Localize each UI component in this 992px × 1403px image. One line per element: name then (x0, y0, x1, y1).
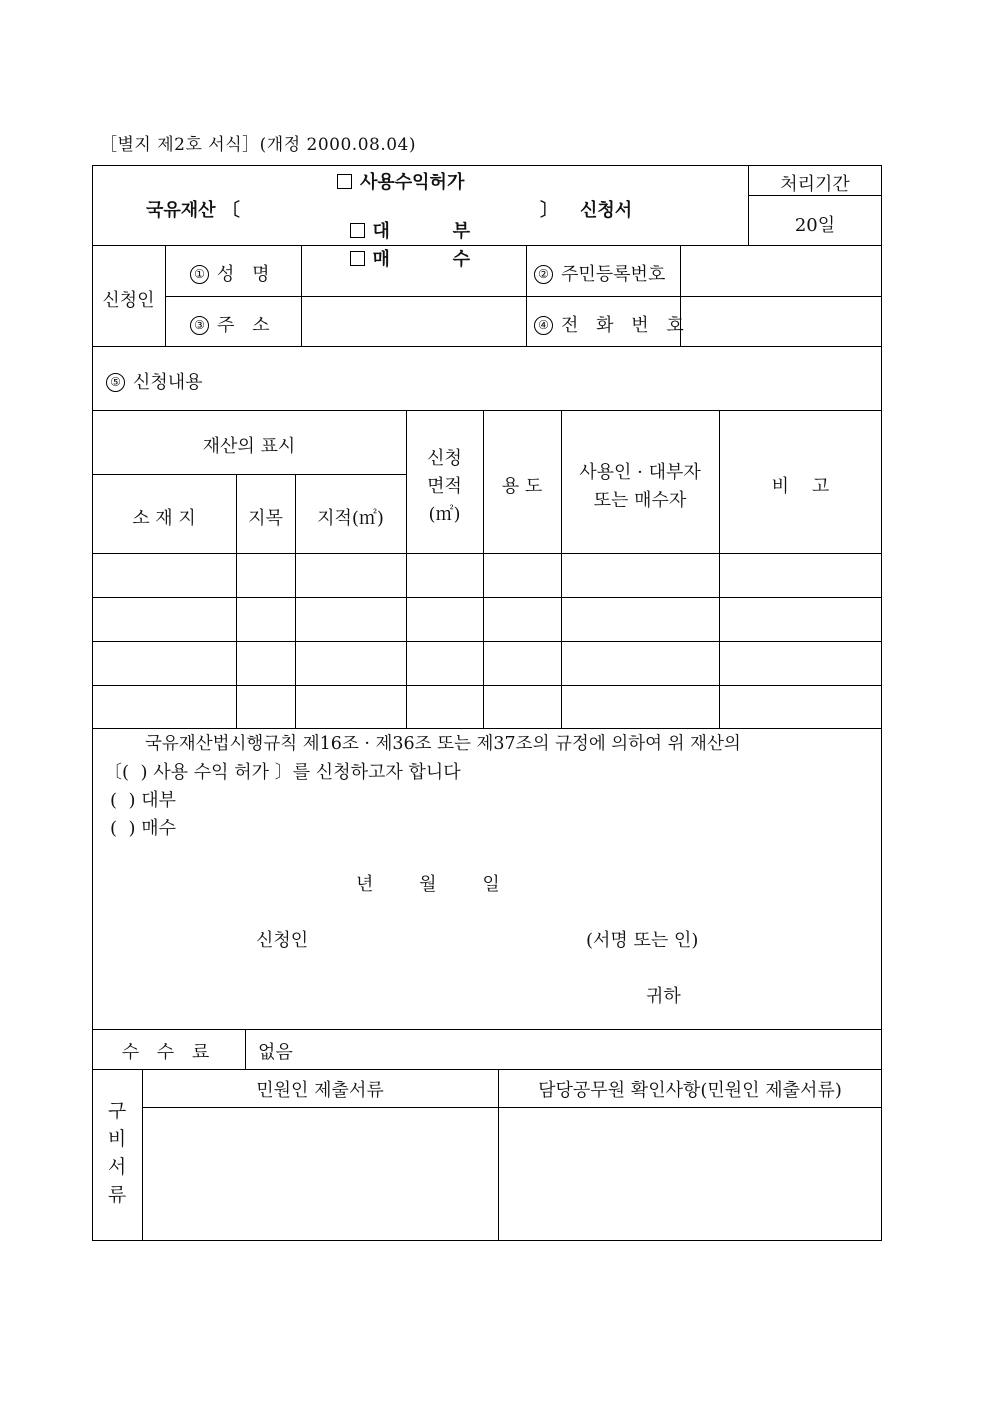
request-content-label: ⑤ 신청내용 (106, 368, 203, 394)
phone-label: ④ 전 화 번 호 (534, 311, 690, 337)
documents-official-area[interactable] (499, 1108, 881, 1240)
rule-applicant-col (526, 245, 527, 346)
rule-group-header (92, 474, 406, 475)
documents-col-applicant: 민원인 제출서류 (256, 1080, 384, 1101)
table-row[interactable] (93, 554, 881, 597)
documents-label: 구비서류 (107, 1100, 127, 1206)
num-5-icon: ⑤ (106, 373, 125, 392)
processing-value: 20일 (794, 215, 836, 236)
statement-line-4: ( ) 매수 (110, 818, 176, 839)
num-3-icon: ③ (190, 316, 209, 335)
col-user-2: 또는 매수자 (593, 490, 687, 511)
col-land-category: 지목 (248, 508, 283, 529)
rule-applicant-col (301, 245, 302, 346)
statement-line-2: 〔( ) 사용 수익 허가 〕를 신청하고자 합니다 (104, 762, 461, 783)
property-group-header: 재산의 표시 (202, 436, 296, 457)
fee-value: 없음 (258, 1042, 293, 1063)
rule-title-bottom (92, 245, 882, 246)
rule-applicant-mid (165, 296, 882, 297)
form-header: ［별지 제2호 서식］(개정 2000.08.04) (100, 135, 417, 155)
addressee: 귀하 (646, 986, 681, 1007)
title-right: 신청서 (580, 200, 633, 221)
rule-applicant-label (165, 245, 166, 346)
table-row[interactable] (93, 686, 881, 728)
statement-line-1: 국유재산법시행규칙 제16조 · 제36조 또는 제37조의 규정에 의하여 위 재산의 (145, 734, 741, 754)
documents-col-official: 담당공무원 확인사항(민원인 제출서류) (538, 1080, 842, 1101)
name-label: ① 성 명 (190, 260, 276, 286)
col-remarks: 비 고 (771, 476, 830, 497)
rule-table-bottom (92, 728, 882, 729)
fee-label: 수 수 료 (121, 1042, 216, 1063)
table-row[interactable] (93, 642, 881, 685)
title-left: 국유재산 〔 (146, 200, 240, 221)
num-4-icon: ④ (534, 316, 553, 335)
signature-hint: (서명 또는 인) (586, 930, 699, 951)
phone-field[interactable] (682, 299, 880, 344)
address-field[interactable] (303, 299, 525, 344)
rule-statement-bottom (92, 1029, 882, 1030)
col-apply-area-3: (㎡) (428, 504, 461, 525)
applicant-label: 신청인 (102, 290, 155, 311)
rule-content-bottom (92, 410, 882, 411)
col-usage: 용 도 (501, 476, 543, 497)
signer-label: 신청인 (256, 930, 309, 951)
rule-fee-bottom (92, 1069, 882, 1070)
rule-applicant-bottom (92, 346, 882, 347)
rrn-label: ② 주민등록번호 (534, 260, 665, 286)
title-bracket-close: 〕 (540, 200, 558, 221)
option-lease[interactable]: 대 부 (337, 196, 470, 243)
option-use-permit[interactable]: 사용수익허가 (337, 168, 464, 194)
table-row[interactable] (93, 598, 881, 641)
num-1-icon: ① (190, 265, 209, 284)
option-purchase[interactable]: 매 수 (337, 224, 470, 271)
col-location: 소 재 지 (132, 508, 196, 529)
rule-fee-col (245, 1029, 246, 1069)
checkbox-icon[interactable] (337, 174, 352, 189)
num-2-icon: ② (534, 265, 553, 284)
address-label: ③ 주 소 (190, 311, 276, 337)
documents-applicant-area[interactable] (143, 1108, 498, 1240)
date-line: 년 월 일 (356, 874, 500, 895)
col-user-1: 사용인 · 대부자 (579, 462, 701, 483)
col-land-area: 지적(㎡) (317, 508, 384, 529)
col-apply-area-2: 면적 (427, 476, 462, 497)
statement-line-3: ( ) 대부 (110, 790, 176, 811)
rrn-field[interactable] (682, 250, 880, 295)
name-field[interactable] (303, 250, 525, 295)
col-apply-area-1: 신청 (427, 448, 462, 469)
processing-label: 처리기간 (780, 174, 850, 195)
